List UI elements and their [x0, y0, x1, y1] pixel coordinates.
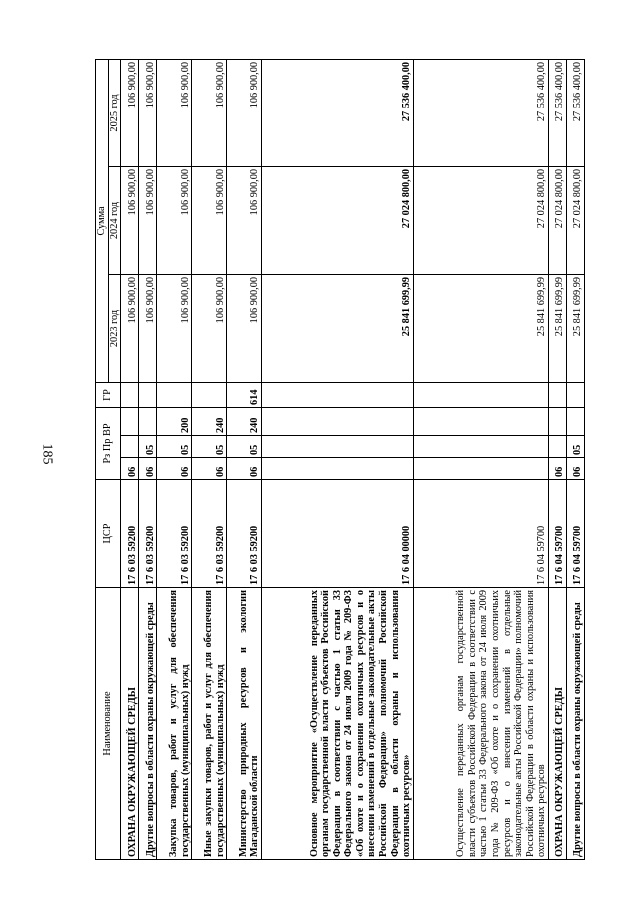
row-vr [121, 407, 139, 435]
row-name: Закупка товаров, работ и услуг для обеспечения государственных (муниципальных) нужд [157, 588, 192, 860]
row-csr: 17 6 04 00000 [261, 480, 413, 588]
row-2024: 27 024 800,00 [548, 166, 566, 274]
table-row [566, 59, 584, 859]
header-gr: ГР [96, 382, 121, 407]
row-2023: 25 841 699,99 [548, 274, 566, 382]
row-2024: 106 900,00 [192, 166, 227, 274]
row-pr: 05 [227, 436, 262, 458]
row-2024: 27 024 800,00 [413, 166, 548, 274]
header-2024: 2024 год [108, 166, 121, 274]
row-2024: 27 024 800,00 [566, 166, 584, 274]
row-vr [548, 407, 566, 435]
row-2023: 106 900,00 [157, 274, 192, 382]
row-name: ОХРАНА ОКРУЖАЮЩЕЙ СРЕДЫ [121, 588, 139, 860]
row-2025: 27 536 400,00 [566, 59, 584, 166]
row-pr [413, 436, 548, 458]
row-2023: 25 841 699,99 [261, 274, 413, 382]
row-2024: 27 024 800,00 [261, 166, 413, 274]
row-name: Министерство природных ресурсов и экологии Магаданской области [227, 588, 262, 860]
row-2023: 106 900,00 [139, 274, 157, 382]
row-pr [261, 436, 413, 458]
header-2023: 2023 год [108, 274, 121, 382]
row-name: Иные закупки товаров, работ и услуг для обеспечения государственных (муниципальных) нужд [192, 588, 227, 860]
row-gr [261, 382, 413, 407]
row-2025: 27 536 400,00 [548, 59, 566, 166]
header-sum: Сумма [96, 59, 109, 382]
row-gr: 614 [227, 382, 262, 407]
row-2023: 106 900,00 [121, 274, 139, 382]
row-rz [413, 458, 548, 480]
header-name: Наименование [96, 588, 121, 860]
row-gr [413, 382, 548, 407]
row-csr: 17 6 04 59700 [548, 480, 566, 588]
header-2025: 2025 год [108, 59, 121, 166]
row-name: Основное мероприятие «Осуществление переданных органам государственной власти субъектов Российской Федерации в соответствии с частью 1 статьи 33 Федерального закона от 24 июля 2009 года № 209-ФЗ «Об охоте и о сохранении охотничьих ресурсов и о внесении изменений в отдельные законодательные акты Российской Федерации» полномочий Российской Федерации в области охраны и использования охотничьих ресурсов» [261, 588, 413, 860]
row-2025: 106 900,00 [157, 59, 192, 166]
row-2025: 27 536 400,00 [413, 59, 548, 166]
row-name: Другие вопросы в области охраны окружающей среды [139, 588, 157, 860]
page-number: 185 [39, 443, 55, 465]
row-rz: 06 [566, 458, 584, 480]
row-2023: 25 841 699,99 [566, 274, 584, 382]
row-rz: 06 [139, 458, 157, 480]
row-2024: 106 900,00 [121, 166, 139, 274]
table-body [121, 59, 585, 859]
row-gr [121, 382, 139, 407]
row-csr: 17 6 03 59200 [192, 480, 227, 588]
row-name: Другие вопросы в области охраны окружающей среды [566, 588, 584, 860]
row-vr [413, 407, 548, 435]
row-vr [261, 407, 413, 435]
row-csr: 17 6 04 59700 [566, 480, 584, 588]
row-pr [548, 436, 566, 458]
row-pr: 05 [139, 436, 157, 458]
row-csr: 17 6 03 59200 [139, 480, 157, 588]
table-row [413, 59, 548, 859]
row-2025: 106 900,00 [139, 59, 157, 166]
row-pr: 05 [566, 436, 584, 458]
table-row [261, 59, 413, 859]
row-gr [548, 382, 566, 407]
row-2025: 106 900,00 [192, 59, 227, 166]
rotated-table-wrapper [95, 60, 585, 860]
row-gr [566, 382, 584, 407]
row-pr: 05 [192, 436, 227, 458]
row-rz [261, 458, 413, 480]
row-gr [157, 382, 192, 407]
row-gr [192, 382, 227, 407]
row-rz: 06 [548, 458, 566, 480]
row-2025: 106 900,00 [227, 59, 262, 166]
row-pr [121, 436, 139, 458]
row-csr: 17 6 03 59200 [157, 480, 192, 588]
header-csr: ЦСР [96, 480, 121, 588]
row-gr [139, 382, 157, 407]
row-2023: 106 900,00 [192, 274, 227, 382]
row-rz: 06 [121, 458, 139, 480]
row-csr: 17 6 04 59700 [413, 480, 548, 588]
row-rz: 06 [157, 458, 192, 480]
row-rz: 06 [192, 458, 227, 480]
row-vr: 240 [227, 407, 262, 435]
table-row [548, 59, 566, 859]
table-row [227, 59, 262, 859]
row-vr [566, 407, 584, 435]
row-2024: 106 900,00 [139, 166, 157, 274]
row-vr: 240 [192, 407, 227, 435]
row-2023: 25 841 699,99 [413, 274, 548, 382]
row-csr: 17 6 03 59200 [121, 480, 139, 588]
table-row [139, 59, 157, 859]
row-csr: 17 6 03 59200 [227, 480, 262, 588]
row-pr: 05 [157, 436, 192, 458]
row-vr [139, 407, 157, 435]
row-2024: 106 900,00 [227, 166, 262, 274]
header-rz-pr-vr: Рз Пр ВР [96, 407, 121, 479]
row-2025: 27 536 400,00 [261, 59, 413, 166]
row-name: Осуществление переданных органам государственной власти субъектов Российской Федерации в соответствии с частью 1 статьи 33 Федерального закона от 24 июля 2009 года № 209-ФЗ «Об охоте и о сохранении охотничьих ресурсов и о внесении изменений в отдельные законодательные акты Российской Федерации» полномочий Российской Федерации в области охраны и использования охотничьих ресурсов [413, 588, 548, 860]
row-name: ОХРАНА ОКРУЖАЮЩЕЙ СРЕДЫ [548, 588, 566, 860]
table-row [157, 59, 192, 859]
row-vr: 200 [157, 407, 192, 435]
row-2024: 106 900,00 [157, 166, 192, 274]
budget-table [95, 59, 585, 860]
row-2025: 106 900,00 [121, 59, 139, 166]
table-row [192, 59, 227, 859]
row-rz: 06 [227, 458, 262, 480]
row-2023: 106 900,00 [227, 274, 262, 382]
table-row [121, 59, 139, 859]
